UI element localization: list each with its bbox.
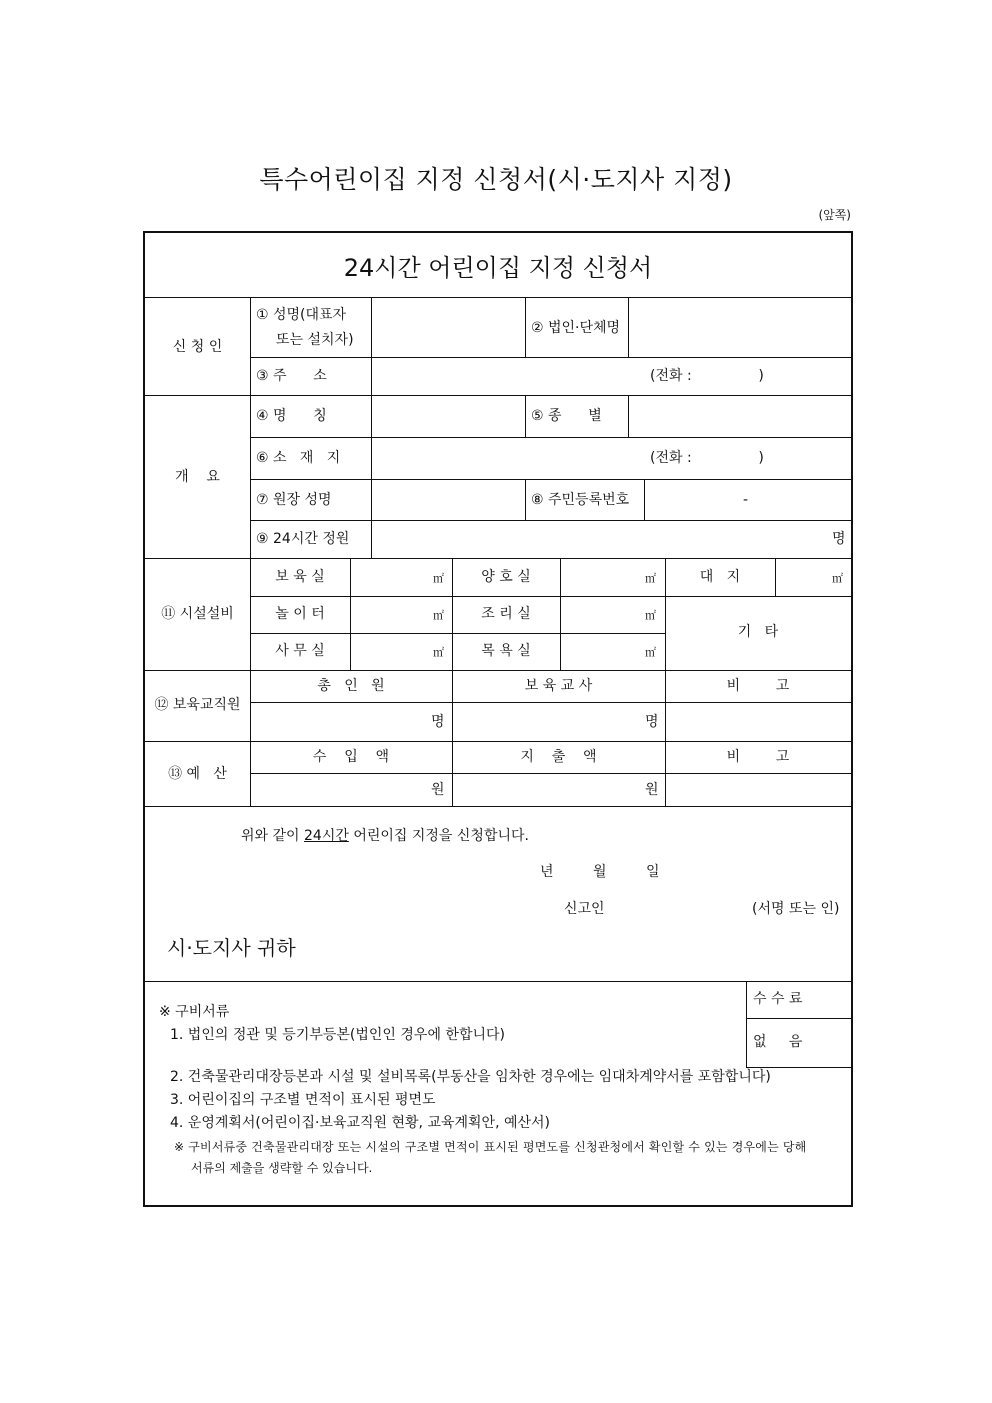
address-label: ③ 주 소 <box>256 368 327 384</box>
required-docs-heading: ※ 구비서류 <box>159 1004 230 1020</box>
divider <box>250 773 851 774</box>
area-unit: ㎡ <box>433 646 444 659</box>
other-label: 기 타 <box>737 624 779 640</box>
date-day: 일 <box>646 864 660 880</box>
divider <box>371 297 372 558</box>
corp-name-label: ② 법인·단체명 <box>531 320 621 336</box>
site-label: 대 지 <box>699 569 741 585</box>
divider <box>746 1018 851 1019</box>
date-month: 월 <box>593 864 607 880</box>
page-side-label: (앞쪽) <box>818 208 851 222</box>
area-unit: ㎡ <box>433 572 444 585</box>
area-unit: ㎡ <box>645 572 656 585</box>
docs-note-line-1: ※ 구비서류중 건축물관리대장 또는 시설의 구조별 면적이 표시된 평면도를 신청관청에서 확인할 수 있는 경우에는 당해 <box>174 1140 807 1154</box>
applicant-phone: (전화 : ) <box>650 368 764 384</box>
date-year: 년 <box>540 864 554 880</box>
budget-unit: 원 <box>431 782 445 798</box>
divider <box>560 558 561 670</box>
statement-pre: 위와 같이 <box>241 828 304 844</box>
facility-type-label: ⑤ 종 별 <box>531 408 602 424</box>
total-staff-header: 총 인 원 <box>317 678 385 694</box>
divider <box>525 479 526 520</box>
capacity-label: ⑨ 24시간 정원 <box>256 531 350 547</box>
required-doc-3: 3. 어린이집의 구조별 면적이 표시된 평면도 <box>170 1092 436 1108</box>
facility-phone: (전화 : ) <box>650 450 764 466</box>
divider <box>250 297 251 806</box>
name-label: ① 성명(대표자 <box>256 307 347 323</box>
divider <box>525 395 526 437</box>
divider <box>250 596 851 597</box>
budget-remarks-header: 비 고 <box>726 749 790 765</box>
required-doc-4: 4. 운영계획서(어린이집·보육교직원 현황, 교육계획안, 예산서) <box>170 1115 551 1131</box>
area-unit: ㎡ <box>645 646 656 659</box>
area-unit: ㎡ <box>645 609 656 622</box>
location-label: ⑥ 소 재 지 <box>256 450 341 466</box>
staff-remarks-header: 비 고 <box>726 678 790 694</box>
divider <box>250 702 851 703</box>
applicant-signature-label: 신고인 <box>564 901 605 917</box>
statement-post: 어린이집 지정을 신청합니다. <box>348 828 529 844</box>
document-title: 특수어린이집 지정 신청서(시·도지사 지정) <box>259 165 733 194</box>
divider <box>628 297 629 357</box>
facilities-section-label: ⑪ 시설설비 <box>161 606 234 622</box>
divider <box>250 520 851 521</box>
office-label: 사 무 실 <box>275 643 325 659</box>
form-title: 24시간 어린이집 지정 신청서 <box>343 254 653 282</box>
playground-label: 놀 이 터 <box>275 606 325 622</box>
fee-value: 없 음 <box>753 1034 803 1050</box>
staff-unit: 명 <box>645 714 659 730</box>
bath-room-label: 목 욕 실 <box>481 643 531 659</box>
divider <box>250 357 851 358</box>
director-name-label: ⑦ 원장 성명 <box>256 492 332 508</box>
divider <box>525 297 526 357</box>
required-doc-2: 2. 건축물관리대장등본과 시설 및 설비목록(부동산을 임차한 경우에는 임대차계약서를 포함합니다) <box>170 1069 771 1085</box>
capacity-unit: 명 <box>832 531 846 547</box>
budget-section-label: ⑬ 예 산 <box>168 766 227 782</box>
signature-note: (서명 또는 인) <box>752 901 840 917</box>
divider <box>250 479 851 480</box>
divider <box>250 437 851 438</box>
overview-section-label: 개 요 <box>175 469 220 485</box>
teacher-header: 보 육 교 사 <box>524 678 593 694</box>
facility-name-label: ④ 명 칭 <box>256 408 327 424</box>
staff-section-label: ⑫ 보육교직원 <box>154 697 241 713</box>
area-unit: ㎡ <box>433 609 444 622</box>
applicant-section-label: 신 청 인 <box>172 339 223 355</box>
declaration-statement <box>241 827 529 845</box>
docs-note-line-2: 서류의 제출을 생략할 수 있습니다. <box>191 1161 373 1175</box>
statement-underlined: 24시간 <box>304 828 349 844</box>
expense-header: 지 출 액 <box>520 749 597 765</box>
kitchen-label: 조 리 실 <box>481 606 531 622</box>
required-doc-1: 1. 법인의 정관 및 등기부등본(법인인 경우에 한합니다) <box>170 1027 505 1043</box>
fee-label: 수 수 료 <box>753 991 803 1007</box>
budget-unit: 원 <box>645 782 659 798</box>
divider <box>775 558 776 596</box>
rrn-dash: - <box>743 492 749 508</box>
divider <box>145 806 851 807</box>
sick-room-label: 양 호 실 <box>481 569 531 585</box>
area-unit: ㎡ <box>832 572 843 585</box>
income-header: 수 입 액 <box>312 749 390 765</box>
divider <box>644 479 645 520</box>
rrn-label: ⑧ 주민등록번호 <box>531 492 630 508</box>
staff-unit: 명 <box>431 714 445 730</box>
recipient: 시·도지사 귀하 <box>167 936 296 960</box>
nursery-room-label: 보 육 실 <box>275 569 325 585</box>
divider <box>350 558 351 670</box>
divider <box>746 981 747 1067</box>
name-label-sub: 또는 설치자) <box>276 332 354 348</box>
divider <box>250 633 665 634</box>
divider <box>628 395 629 437</box>
